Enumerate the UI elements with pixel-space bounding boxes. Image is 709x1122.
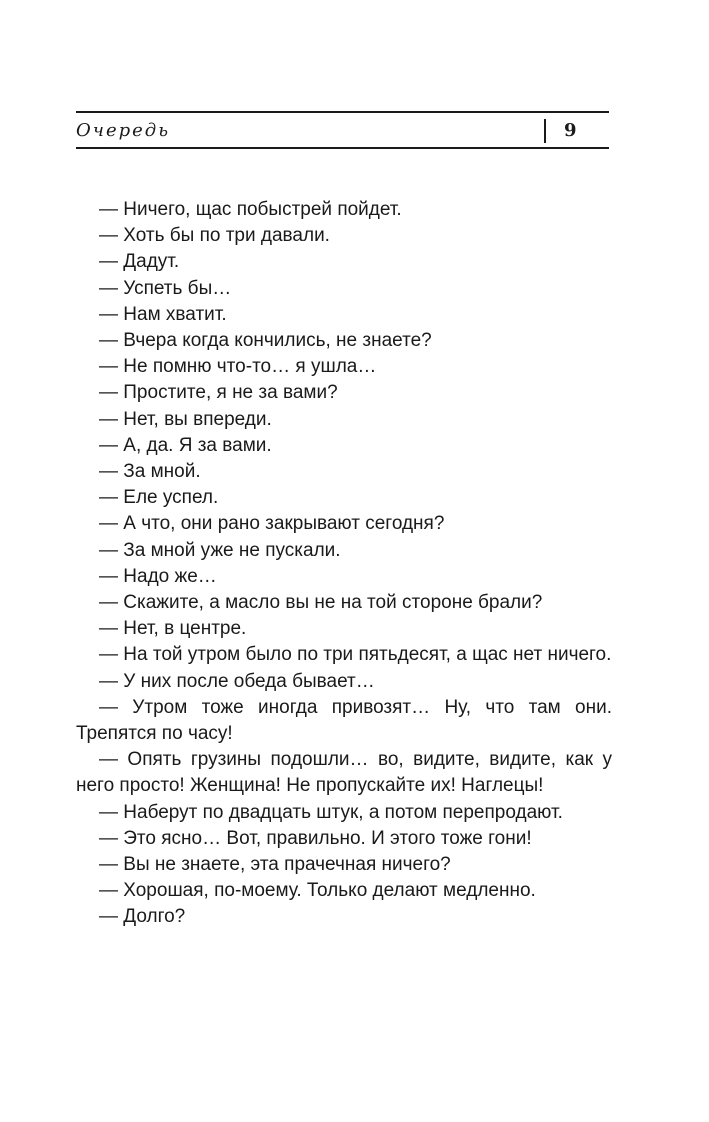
dialogue-line: — Хоть бы по три давали. bbox=[99, 225, 330, 247]
dialogue-line: — Не помню что-то… я ушла… bbox=[99, 356, 377, 378]
dialogue-line: — У них после обеда бывает… bbox=[99, 670, 375, 692]
dialogue-line: — Нам хватит. bbox=[99, 303, 227, 325]
dialogue-line: — Простите, я не за вами? bbox=[99, 382, 338, 404]
page-number: 9 bbox=[564, 120, 577, 141]
dialogue-line: — Еле успел. bbox=[99, 487, 219, 509]
dialogue-line: — А, да. Я за вами. bbox=[99, 434, 272, 456]
dialogue-line: — А что, они рано закрывают сегодня? bbox=[99, 513, 445, 535]
dialogue-line: — Это ясно… Вот, правильно. И этого тоже гони! bbox=[99, 827, 532, 849]
dialogue-line: — Ничего, щас побыстрей пойдет. bbox=[99, 199, 402, 220]
dialogue-line: — За мной уже не пускали. bbox=[99, 539, 341, 561]
dialogue-line: — Скажите, а масло вы не на той стороне брали? bbox=[99, 592, 543, 614]
body-text bbox=[76, 197, 612, 931]
dialogue-line: — Дадут. bbox=[99, 251, 180, 273]
dialogue-line: — Надо же… bbox=[99, 565, 217, 587]
running-head bbox=[76, 111, 609, 149]
running-title: Очередь bbox=[76, 120, 170, 141]
header-divider bbox=[544, 119, 546, 143]
dialogue-line: — Долго? bbox=[99, 906, 186, 928]
dialogue-line: — Хорошая, по-моему. Только делают медленно. bbox=[99, 880, 536, 902]
dialogue-line: — За мной. bbox=[99, 461, 201, 483]
dialogue-line: — Нет, в центре. bbox=[99, 618, 247, 640]
dialogue-line: — На той утром было по три пятьдесят, а щас нет ничего. bbox=[99, 644, 612, 666]
dialogue-line: — Утром тоже иногда привозят… Ну, что там они. Трепятся по часу! bbox=[76, 696, 612, 745]
dialogue-line: — Опять грузины подошли… во, видите, видите, как у него просто! Женщина! Не пропускайте их! Наглецы! bbox=[76, 749, 612, 797]
dialogue-line: — Вы не знаете, эта прачечная ничего? bbox=[99, 854, 451, 876]
dialogue-line: — Наберут по двадцать штук, а потом перепродают. bbox=[99, 801, 563, 823]
dialogue-line: — Нет, вы впереди. bbox=[99, 408, 272, 430]
dialogue-line: — Вчера когда кончились, не знаете? bbox=[99, 330, 432, 352]
dialogue-line: — Успеть бы… bbox=[99, 277, 232, 299]
